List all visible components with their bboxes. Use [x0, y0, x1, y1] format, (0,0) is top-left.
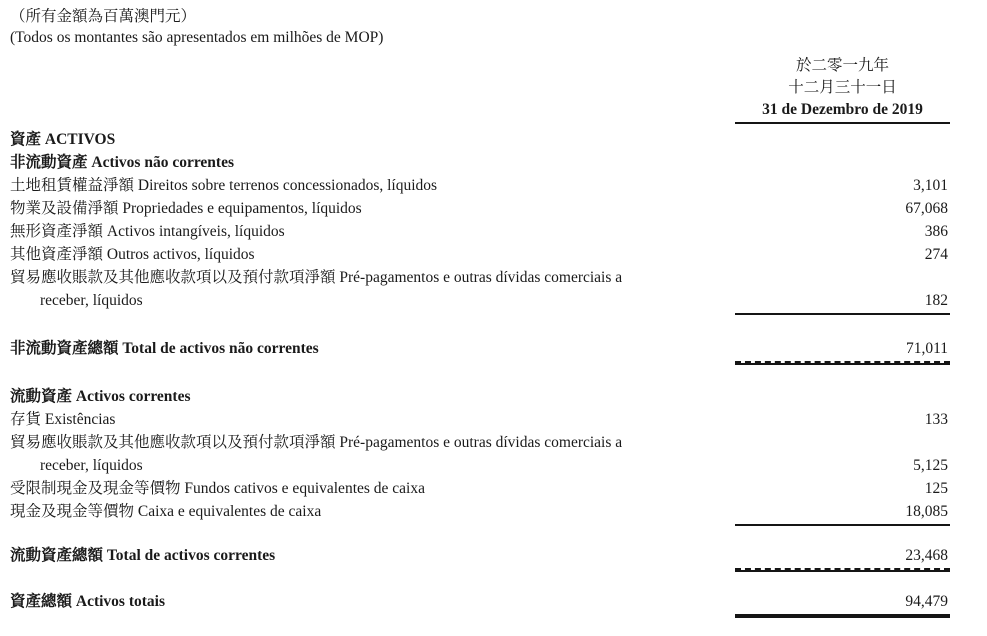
- section-activos: [10, 128, 950, 151]
- row-label: 非流動資產 Activos não correntes: [10, 154, 235, 171]
- row-label: 現金及現金等價物 Caixa e equivalentes de caixa: [10, 503, 322, 520]
- row-label-line1: 貿易應收賬款及其他應收款項以及預付款項淨額 Pré-pagamentos e outras dívidas comerciais a: [10, 269, 623, 286]
- section-current-assets: [10, 385, 950, 408]
- row-label-line1: 貿易應收賬款及其他應收款項以及預付款項淨額 Pré-pagamentos e outras dívidas comerciais a: [10, 434, 623, 451]
- row-value: 67,068: [905, 200, 948, 217]
- row-label: 其他資產淨額 Outros activos, líquidos: [10, 246, 255, 263]
- row-cash-equivalents: [10, 500, 950, 523]
- row-value: 94,479: [905, 593, 948, 610]
- row-total-assets: [10, 590, 950, 613]
- row-label: [10, 431, 735, 477]
- row-trade-receivables-current: [10, 431, 950, 477]
- section-non-current-assets: [10, 151, 950, 174]
- rule-solid: [735, 313, 950, 315]
- row-value: 274: [924, 246, 948, 263]
- row-label: 土地租賃權益淨額 Direitos sobre terrenos concessionados, líquidos: [10, 177, 438, 194]
- row-value: 18,085: [905, 503, 948, 520]
- row-other-assets: [10, 243, 950, 266]
- row-label: 物業及設備淨額 Propriedades e equipamentos, líquidos: [10, 200, 362, 217]
- row-value: 3,101: [913, 177, 948, 194]
- spacer: [10, 572, 950, 590]
- row-intangible-assets: [10, 220, 950, 243]
- row-label: 無形資產淨額 Activos intangíveis, líquidos: [10, 223, 285, 240]
- row-label: 流動資產總額 Total de activos correntes: [10, 547, 276, 564]
- date-line-pt: 31 de Dezembro de 2019: [735, 99, 950, 124]
- row-total-current-assets: [10, 544, 950, 567]
- row-inventories: [10, 408, 950, 431]
- rule-dashed-double: [735, 361, 950, 365]
- row-total-non-current-assets: [10, 337, 950, 360]
- row-label: 存貨 Existências: [10, 411, 116, 428]
- row-label: 流動資產 Activos correntes: [10, 388, 191, 405]
- spacer: [10, 365, 950, 385]
- row-label: 受限制現金及現金等價物 Fundos cativos e equivalentes de caixa: [10, 480, 425, 497]
- spacer: [10, 526, 950, 544]
- row-label-line2: receber, líquidos: [40, 457, 143, 474]
- row-value: 71,011: [905, 340, 948, 357]
- date-line-day-zh: 十二月三十一日: [788, 79, 897, 96]
- row-label-line2: receber, líquidos: [40, 292, 143, 309]
- row-land-concession-rights: [10, 174, 950, 197]
- row-value: 133: [924, 411, 948, 428]
- rule-dashed-double: [735, 568, 950, 572]
- row-property-equipment: [10, 197, 950, 220]
- row-value: 386: [924, 223, 948, 240]
- row-label: [10, 266, 735, 312]
- row-label: 資產總額 Activos totais: [10, 593, 165, 610]
- row-label: 資產 ACTIVOS: [10, 131, 116, 148]
- row-restricted-cash: [10, 477, 950, 500]
- spacer: [10, 315, 950, 337]
- row-label: 非流動資產總額 Total de activos não correntes: [10, 340, 319, 357]
- rule-double-solid: [735, 614, 950, 618]
- rule-row: [10, 613, 950, 618]
- row-value: 125: [924, 480, 948, 497]
- column-header-date: [735, 55, 950, 124]
- date-line-year-zh: 於二零一九年: [795, 57, 889, 74]
- row-value: 23,468: [905, 547, 948, 564]
- currency-note-zh: （所有金額為百萬澳門元）: [10, 8, 197, 25]
- row-value: 182: [924, 292, 948, 309]
- row-value: 5,125: [913, 457, 948, 474]
- rule-solid: [735, 524, 950, 526]
- statement-rows: [10, 128, 950, 618]
- currency-note-pt: (Todos os montantes são apresentados em milhões de MOP): [10, 29, 384, 46]
- row-trade-receivables-noncurrent: [10, 266, 950, 312]
